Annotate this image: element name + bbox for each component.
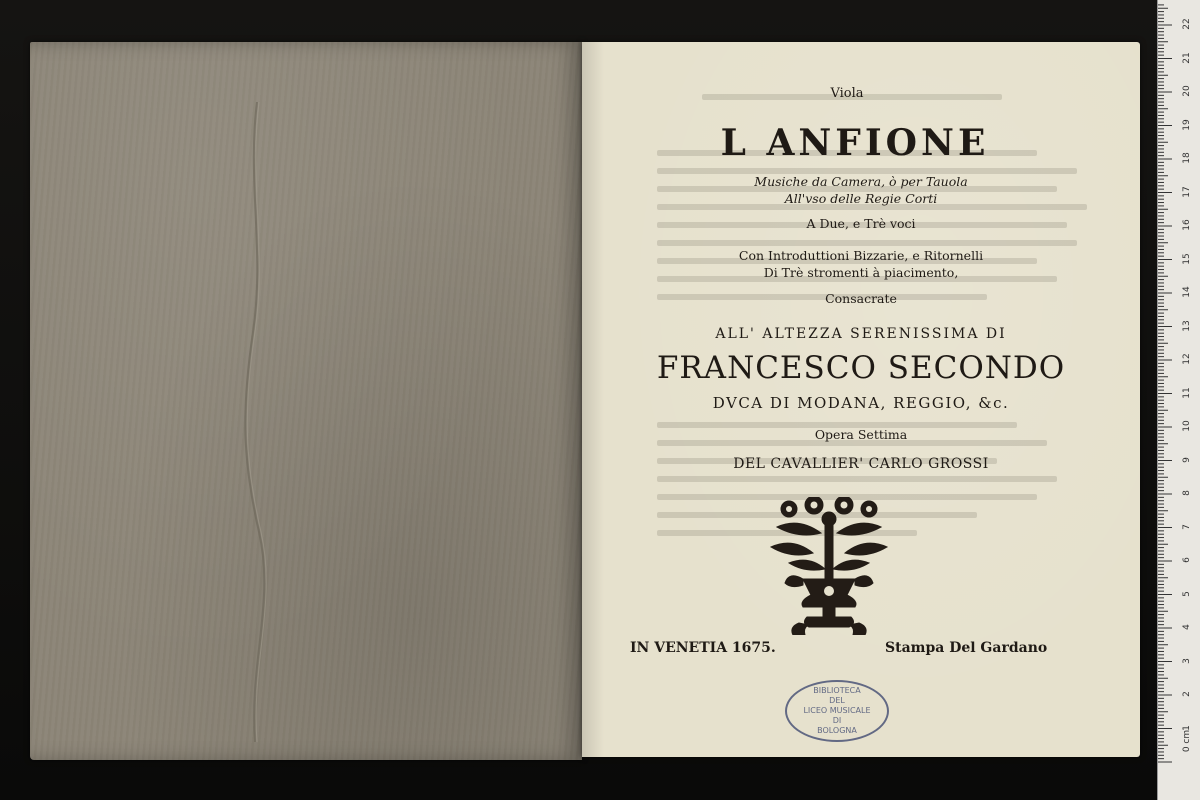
- stamp-line: LICEO MUSICALE: [803, 706, 871, 715]
- stamp-line: BOLOGNA: [817, 726, 857, 735]
- highness-line: ALL' ALTEZZA SERENISSIMA DI: [715, 326, 1007, 342]
- introductions-line: Con Introduttioni Bizzarie, e Ritornelli: [738, 248, 984, 263]
- ruler-number: 7: [1182, 523, 1192, 530]
- ruler-number: 5: [1182, 590, 1192, 597]
- ruler-number: 22: [1182, 18, 1192, 30]
- ruler-number: 18: [1182, 152, 1192, 164]
- instruments-line: Di Trè stromenti à piacimento,: [763, 265, 959, 280]
- ruler-number: 3: [1182, 657, 1192, 664]
- paper-crease: [235, 102, 275, 742]
- ruler-number: 2: [1182, 691, 1192, 697]
- duchy-line: DVCA DI MODANA, REGGIO, &c.: [712, 394, 1010, 412]
- ruler-number: 20: [1182, 85, 1192, 97]
- measuring-ruler: [1157, 0, 1200, 800]
- subtitle-line-1: Musiche da Camera, ò per Tauola: [754, 174, 968, 189]
- blank-cover-page: [30, 42, 582, 760]
- ruler-unit-label: 0 cm: [1182, 729, 1193, 753]
- ruler-number: 17: [1182, 185, 1192, 198]
- heading-viola: Viola: [830, 86, 864, 101]
- flower-vase-ornament: [769, 497, 889, 635]
- ruler-number: 1: [1182, 724, 1192, 731]
- main-title: L ANFIONE: [720, 122, 990, 164]
- dedicatee-name: FRANCESCO SECONDO: [656, 350, 1066, 386]
- stamp-line: DI: [832, 716, 842, 725]
- ruler-number: 21: [1182, 51, 1192, 64]
- ruler-ticks: [1158, 0, 1200, 800]
- subtitle-line-2: All'vso delle Regie Corti: [784, 191, 938, 206]
- ruler-number: 9: [1182, 456, 1192, 463]
- ruler-number: 13: [1182, 319, 1192, 332]
- title-page: [582, 42, 1140, 757]
- ruler-number: 8: [1182, 490, 1192, 496]
- ruler-number: 12: [1182, 353, 1192, 365]
- dedication-line: Consacrate: [825, 291, 897, 306]
- imprint-place-date: IN VENETIA 1675.: [630, 640, 776, 656]
- stamp-line: BIBLIOTECA: [813, 686, 861, 695]
- ruler-number: 16: [1182, 219, 1192, 231]
- ruler-number: 4: [1182, 624, 1192, 630]
- ruler-number: 15: [1182, 252, 1192, 265]
- stamp-line: DEL: [829, 696, 845, 705]
- ruler-number: 14: [1182, 286, 1192, 298]
- ruler-number: 11: [1182, 386, 1192, 399]
- library-stamp: [785, 680, 889, 742]
- composer-line: DEL CAVALLIER' CARLO GROSSI: [733, 456, 989, 472]
- ruler-number: 6: [1182, 557, 1192, 563]
- ruler-number: 19: [1182, 118, 1192, 131]
- imprint-printer: Stampa Del Gardano: [885, 640, 1048, 656]
- opus-line: Opera Settima: [814, 427, 908, 442]
- ruler-number: 10: [1182, 420, 1192, 432]
- voices-line: A Due, e Trè voci: [806, 216, 916, 231]
